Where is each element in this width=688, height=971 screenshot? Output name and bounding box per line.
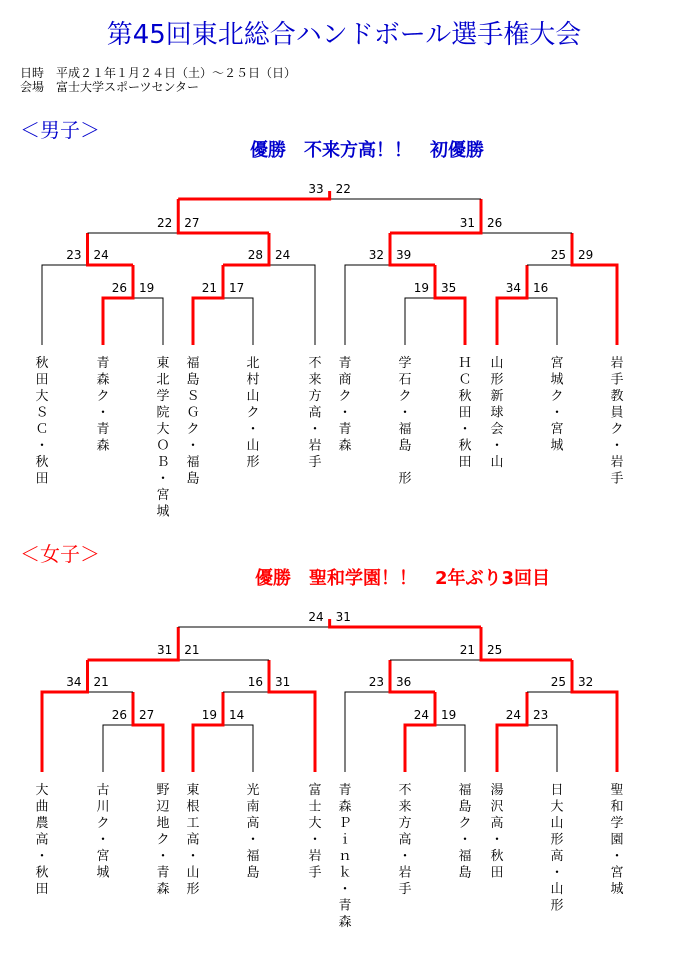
women-section-heading: ＜女子＞ xyxy=(20,542,100,566)
score-right: 31 xyxy=(275,675,291,689)
score-left: 23 xyxy=(66,248,82,262)
team-name: 不来方高・岩手 xyxy=(308,356,322,470)
score-left: 28 xyxy=(247,248,263,262)
team-name: 学石ク・福島 形 xyxy=(398,356,412,487)
score-left: 19 xyxy=(413,281,429,295)
bracket-line xyxy=(133,725,163,772)
team-name: 秋田大ＳＣ・秋田 xyxy=(35,356,49,487)
score-right: 26 xyxy=(487,216,503,230)
team-name: 青商ク・青森 xyxy=(338,356,352,454)
team-name: 福島ＳＧク・福島 xyxy=(186,356,200,487)
women-champion-banner: 優勝 聖和学園！！ 2年ぶり3回目 xyxy=(255,568,551,589)
score-right: 19 xyxy=(139,281,155,295)
team-name: 岩手教員ク・岩手 xyxy=(610,356,624,487)
score-right: 39 xyxy=(396,248,412,262)
score-left: 31 xyxy=(156,643,173,657)
bracket-line xyxy=(497,692,527,772)
score-right: 22 xyxy=(335,182,351,196)
bracket-line xyxy=(527,692,617,772)
winner-line xyxy=(405,692,435,772)
page-title: 第45回東北総合ハンドボール選手権大会 xyxy=(106,20,582,50)
team-name: 東根工高・山形 xyxy=(186,783,200,897)
team-name: 青森Ｐｉｎｋ・青森 xyxy=(338,783,352,930)
winner-line xyxy=(193,692,223,772)
team-name: 日大山形高・山形 xyxy=(550,783,564,914)
score-right: 23 xyxy=(533,708,549,722)
bracket-line xyxy=(223,692,315,772)
bracket-line xyxy=(405,692,435,772)
bracket-line xyxy=(223,725,253,772)
team-name: ＨＣ秋田・秋田 xyxy=(458,356,472,470)
winner-line xyxy=(133,692,163,772)
score-right: 16 xyxy=(533,281,549,295)
score-right: 27 xyxy=(139,708,155,722)
score-right: 21 xyxy=(184,643,200,657)
score-left: 16 xyxy=(247,675,263,689)
team-name: 大曲農高・秋田 xyxy=(35,783,49,897)
event-date: 日時 平成２１年１月２４日（土）～２５日（日） xyxy=(20,66,297,80)
score-left: 24 xyxy=(505,708,521,722)
score-left: 32 xyxy=(368,248,384,262)
team-name: 富士大・岩手 xyxy=(308,783,322,881)
score-left: 25 xyxy=(550,675,566,689)
men-section-heading: ＜男子＞ xyxy=(20,118,100,142)
bracket-line xyxy=(527,725,557,772)
team-name: 北村山ク・山形 xyxy=(246,356,260,470)
team-name: 東北学院大ＯＢ・宮城 xyxy=(156,356,170,520)
score-left: 24 xyxy=(413,708,429,722)
team-name: 野辺地ク・青森 xyxy=(156,783,170,897)
score-left: 21 xyxy=(459,643,475,657)
score-left: 26 xyxy=(111,708,127,722)
score-right: 19 xyxy=(441,708,457,722)
team-name: 古川ク・宮城 xyxy=(96,783,110,881)
team-name: 聖和学園・宮城 xyxy=(610,783,624,897)
score-right: 24 xyxy=(275,248,291,262)
score-right: 36 xyxy=(396,675,412,689)
score-left: 31 xyxy=(459,216,475,230)
team-name: 湯沢高・秋田 xyxy=(490,783,504,881)
bracket-line xyxy=(435,725,465,772)
score-right: 21 xyxy=(93,675,109,689)
team-name: 青森ク・青森 xyxy=(96,356,110,454)
event-venue: 会場 富士大学スポーツセンター xyxy=(20,80,200,94)
score-right: 25 xyxy=(487,643,503,657)
score-left: 19 xyxy=(201,708,217,722)
men-champion-banner: 優勝 不来方高！！ 初優勝 xyxy=(250,140,484,161)
team-name: 不来方高・岩手 xyxy=(398,783,412,897)
score-right: 31 xyxy=(335,610,351,624)
score-left: 33 xyxy=(308,182,324,196)
score-right: 35 xyxy=(441,281,457,295)
bracket-line xyxy=(193,692,223,772)
score-left: 26 xyxy=(111,281,127,295)
score-left: 24 xyxy=(308,610,324,624)
score-right: 29 xyxy=(578,248,594,262)
winner-line xyxy=(330,619,481,627)
score-left: 25 xyxy=(550,248,566,262)
score-left: 34 xyxy=(66,675,82,689)
score-right: 24 xyxy=(93,248,109,262)
bracket-line xyxy=(345,692,435,772)
winner-line xyxy=(497,692,527,772)
score-left: 21 xyxy=(201,281,217,295)
score-left: 23 xyxy=(368,675,384,689)
score-right: 27 xyxy=(184,216,200,230)
team-name: 光南高・福島 xyxy=(246,783,260,881)
team-name: 宮城ク・宮城 xyxy=(550,356,564,454)
score-right: 32 xyxy=(578,675,594,689)
bracket-line xyxy=(103,692,133,772)
score-left: 22 xyxy=(156,216,173,230)
score-left: 34 xyxy=(505,281,521,295)
team-name: 山形新球会・山 xyxy=(490,356,504,470)
score-right: 14 xyxy=(229,708,245,722)
score-right: 17 xyxy=(229,281,245,295)
team-name: 福島ク・福島 xyxy=(458,783,472,881)
bracket-line xyxy=(42,692,133,772)
